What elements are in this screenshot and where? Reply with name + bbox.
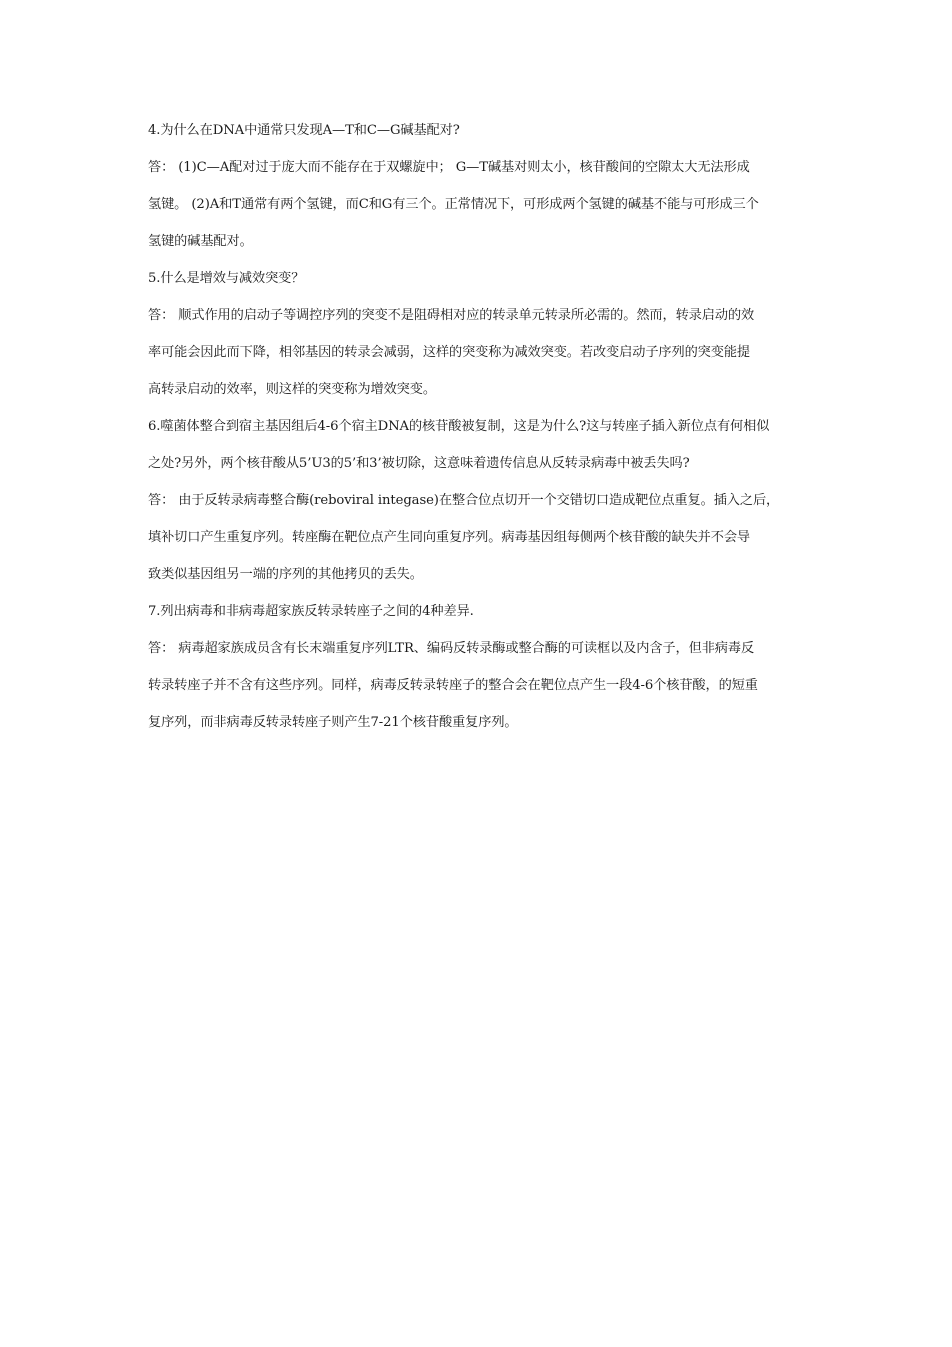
question-4: 4.为什么在DNA中通常只发现A—T和C—G碱基配对? [148, 123, 460, 138]
answer-6-line-2: 填补切口产生重复序列。转座酶在靶位点产生同向重复序列。病毒基因组每侧两个核苷酸的缺失并不会导 [148, 530, 751, 545]
answer-4-line-1: 答： (1)C—A配对过于庞大而不能存在于双螺旋中； G—T碱基对则太小，核苷酸间的空隙太大无法形成 [148, 160, 750, 175]
question-6-line-2: 之处?另外，两个核苷酸从5’U3的5’和3’被切除，这意味着遗传信息从反转录病毒中被丢失吗? [148, 456, 690, 471]
question-7: 7.列出病毒和非病毒超家族反转录转座子之间的4种差异. [148, 604, 474, 619]
answer-7-line-3: 复序列，而非病毒反转录转座子则产生7-21个核苷酸重复序列。 [148, 715, 518, 730]
answer-7-line-1: 答： 病毒超家族成员含有长末端重复序列LTR、编码反转录酶或整合酶的可读框以及内含子，但非病毒反 [148, 641, 755, 656]
answer-5-line-2: 率可能会因此而下降，相邻基因的转录会减弱，这样的突变称为减效突变。若改变启动子序列的突变能提 [148, 345, 751, 360]
answer-4-line-3: 氢键的碱基配对。 [148, 234, 253, 249]
answer-5-line-1: 答： 顺式作用的启动子等调控序列的突变不是阻碍相对应的转录单元转录所必需的。然而，转录启动的效 [148, 308, 755, 323]
answer-5-line-3: 高转录启动的效率，则这样的突变称为增效突变。 [148, 382, 436, 397]
answer-6-line-1: 答： 由于反转录病毒整合酶(reboviral integase)在整合位点切开一个交错切口造成靶位点重复。插入之后， [148, 493, 780, 508]
question-5: 5.什么是增效与减效突变？ [148, 271, 305, 286]
answer-4-line-2: 氢键。 (2)A和T通常有两个氢键，而C和G有三个。正常情况下，可形成两个氢键的碱基不能与可形成三个 [148, 197, 759, 212]
answer-7-line-2: 转录转座子并不含有这些序列。同样，病毒反转录转座子的整合会在靶位点产生一段4-6个核苷酸，的短重 [148, 678, 758, 693]
question-6-line-1: 6.噬菌体整合到宿主基因组后4-6个宿主DNA的核苷酸被复制，这是为什么?这与转座子插入新位点有何相似 [148, 419, 770, 434]
answer-6-line-3: 致类似基因组另一端的序列的其他拷贝的丢失。 [148, 567, 423, 582]
document-body [148, 112, 816, 741]
